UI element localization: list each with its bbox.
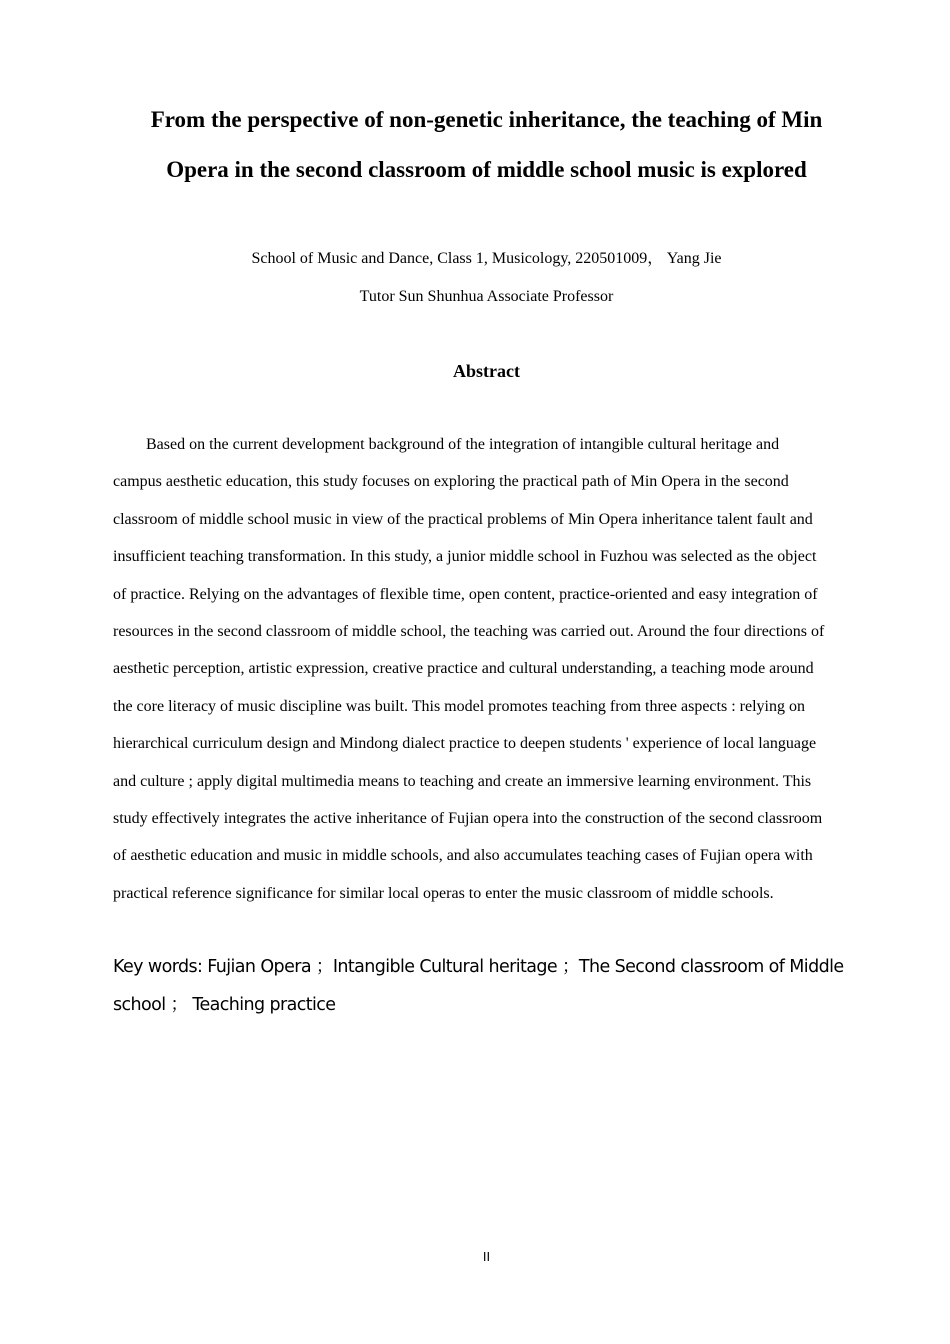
title-line-2: Opera in the second classroom of middle school music is explored [166,157,807,182]
abstract-line: the core literacy of music discipline was built. This model promotes teaching from three aspects : relying on [113,697,805,715]
paper-title [90,95,883,195]
abstract-line: and culture ; apply digital multimedia means to teaching and create an immersive learning environment. This [113,772,812,790]
abstract-line: aesthetic perception, artistic expression, creative practice and cultural understanding, a teaching mode around [113,660,814,678]
abstract-line: classroom of middle school music in view of the practical problems of Min Opera inheritance talent fault and [113,510,813,528]
abstract-line: of aesthetic education and music in middle schools, and also accumulates teaching cases of Fujian opera with [113,847,813,865]
keywords [113,948,873,1024]
title-line-1: From the perspective of non-genetic inheritance, the teaching of Min [150,107,823,132]
keywords-line-2: school ； Teaching practice [113,995,336,1015]
keywords-line-1: Key words: Fujian Opera ；Intangible Cultural heritage ；The Second classroom of Middle [113,957,844,977]
abstract-line: practical reference significance for similar local operas to enter the music classroom of middle schools. [113,884,774,902]
abstract-line: study effectively integrates the active inheritance of Fujian opera into the construction of the second classroom [113,810,823,828]
abstract-body [113,426,863,912]
abstract-line: Based on the current development background of the integration of intangible cultural heritage and [146,436,780,453]
tutor-line: Tutor Sun Shunhua Associate Professor [359,288,614,305]
abstract-heading: Abstract [453,361,520,381]
abstract-line: campus aesthetic education, this study focuses on exploring the practical path of Min Opera in the second [113,473,789,491]
abstract-line: insufficient teaching transformation. In this study, a junior middle school in Fuzhou was selected as the object [113,548,817,566]
page-number: II [482,1249,491,1264]
author-line: School of Music and Dance, Class 1, Musicology, 220501009， Yang Jie [251,250,722,267]
abstract-line: of practice. Relying on the advantages of flexible time, open content, practice-oriented and easy integration of [113,585,818,603]
abstract-line: hierarchical curriculum design and Mindong dialect practice to deepen students ' experience of local language [113,735,817,753]
abstract-line: resources in the second classroom of middle school, the teaching was carried out. Around the four directions of [113,623,825,641]
